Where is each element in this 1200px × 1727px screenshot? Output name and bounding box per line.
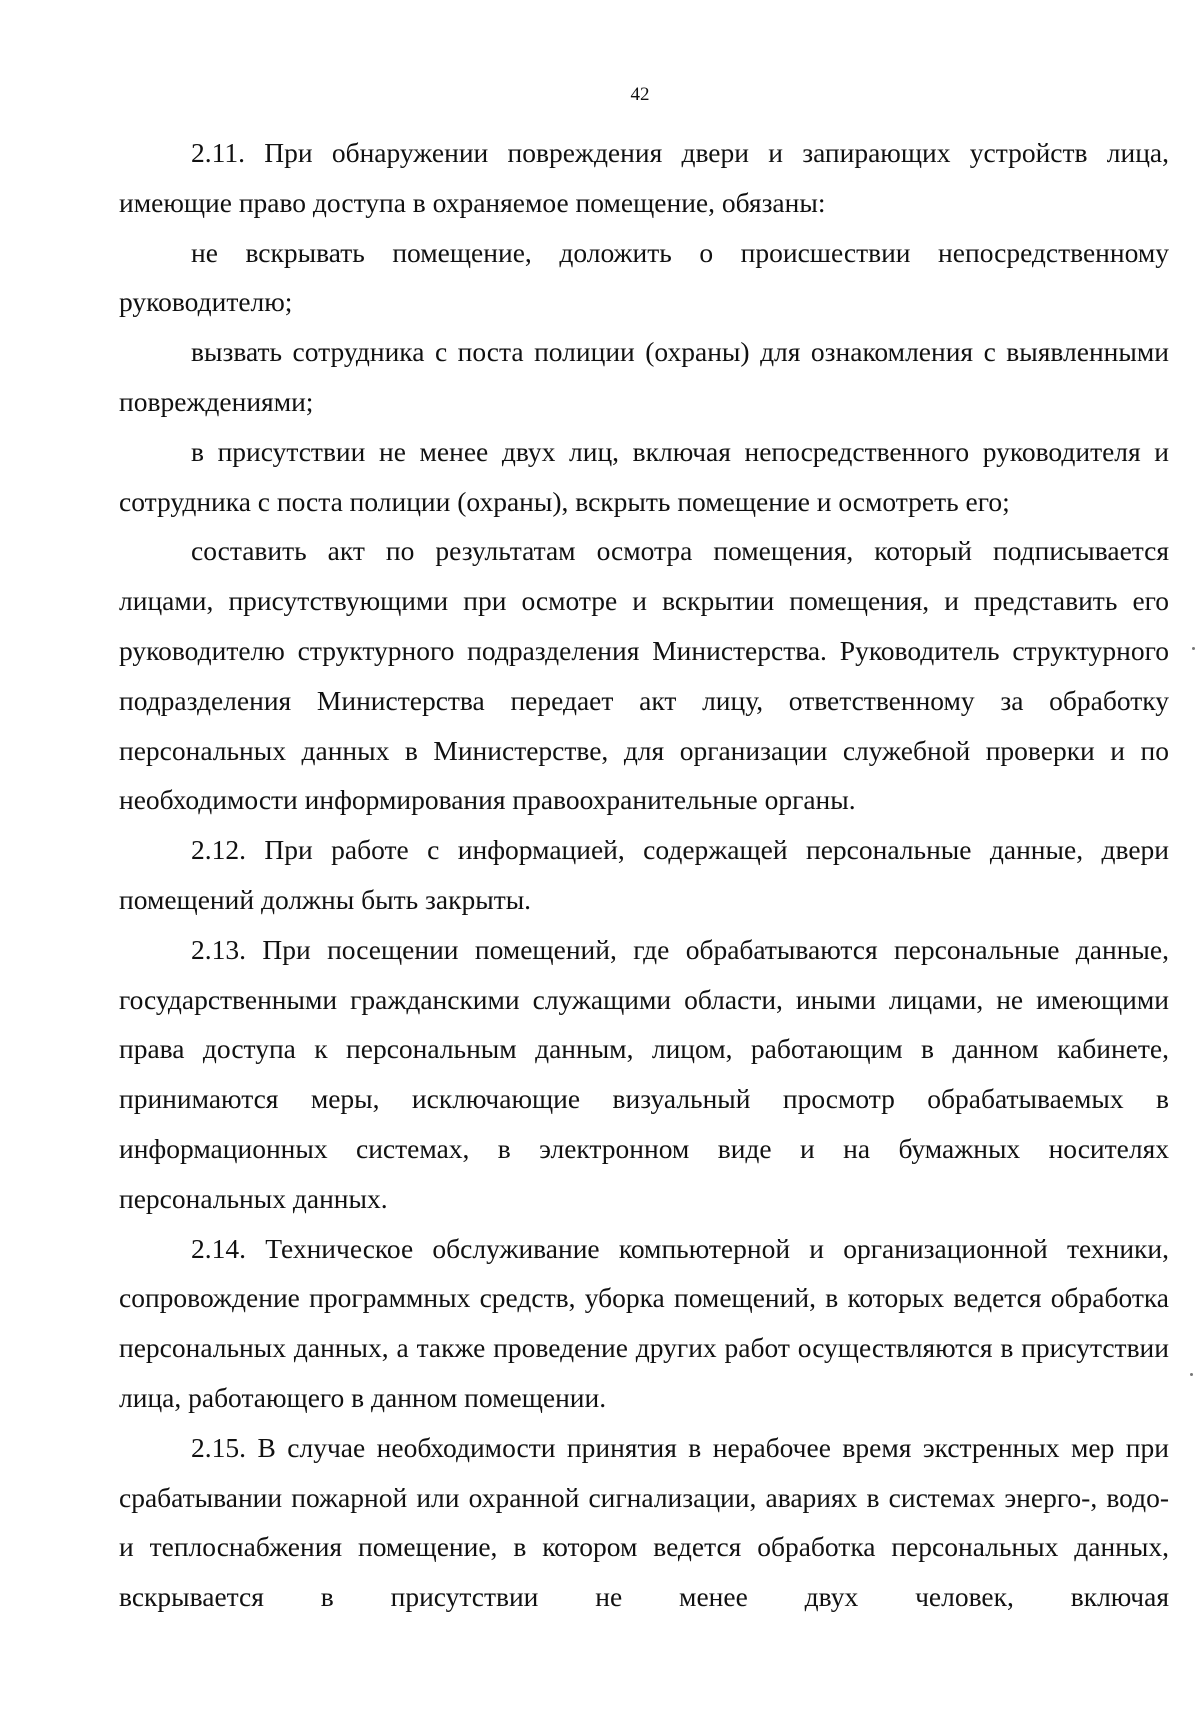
page-number: 42 xyxy=(630,84,650,105)
paragraph-open-in-presence: в присутствии не менее двух лиц, включая непосредственного руководителя и сотрудника с поста полиции (охраны), вскрыть помещение и осмотреть его; xyxy=(119,435,1169,517)
document-body xyxy=(119,128,1169,1622)
scan-speck xyxy=(1190,1373,1193,1376)
paragraph-2-11: 2.11. При обнаружении повреждения двери и запирающих устройств лица, имеющие право доступа в охраняемое помещение, обязаны: xyxy=(119,137,1169,218)
paragraph-2-15: 2.15. В случае необходимости принятия в нерабочее время экстренных мер при срабатывании пожарной или охранной сигнализации, авариях в системах энерго-, водо- и теплоснабжения помещение, в котором ведется обработка персональных данных, вскрывается в присутствии не менее двух человек, включая xyxy=(119,1431,1169,1613)
paragraph-2-14: 2.14. Техническое обслуживание компьютерной и организационной техники, сопровождение программных средств, уборка помещений, в которых ведется обработка персональных данных, а также проведение других работ осуществляются в присутствии лица, работающего в данном помещении. xyxy=(119,1232,1169,1413)
scan-speck xyxy=(1192,647,1195,650)
paragraph-2-13: 2.13. При посещении помещений, где обрабатываются персональные данные, государственными гражданскими служащими области, иными лицами, не имеющими права доступа к персональным данным, лицом, работающим в данном кабинете, принимаются меры, исключающие визуальный просмотр обрабатываемых в информационных системах, в электронном виде и на бумажных носителях персональных данных. xyxy=(119,933,1169,1214)
paragraph-call-police: вызвать сотрудника с поста полиции (охраны) для ознакомления с выявленными повреждениями; xyxy=(119,336,1169,417)
paragraph-draw-up-act: составить акт по результатам осмотра помещения, который подписывается лицами, присутствующими при осмотре и вскрытии помещения, и представить его руководителю структурного подразделения Министерства. Руководитель структурного подразделения Министерства передает акт лицу, ответственному за обработку персональных данных в Министерстве, для организации служебной проверки и по необходимости информирования правоохранительные органы. xyxy=(119,535,1169,816)
paragraph-not-open-room: не вскрывать помещение, доложить о происшествии непосредственному руководителю; xyxy=(119,236,1169,318)
paragraph-2-12: 2.12. При работе с информацией, содержащей персональные данные, двери помещений должны быть закрыты. xyxy=(119,834,1169,915)
